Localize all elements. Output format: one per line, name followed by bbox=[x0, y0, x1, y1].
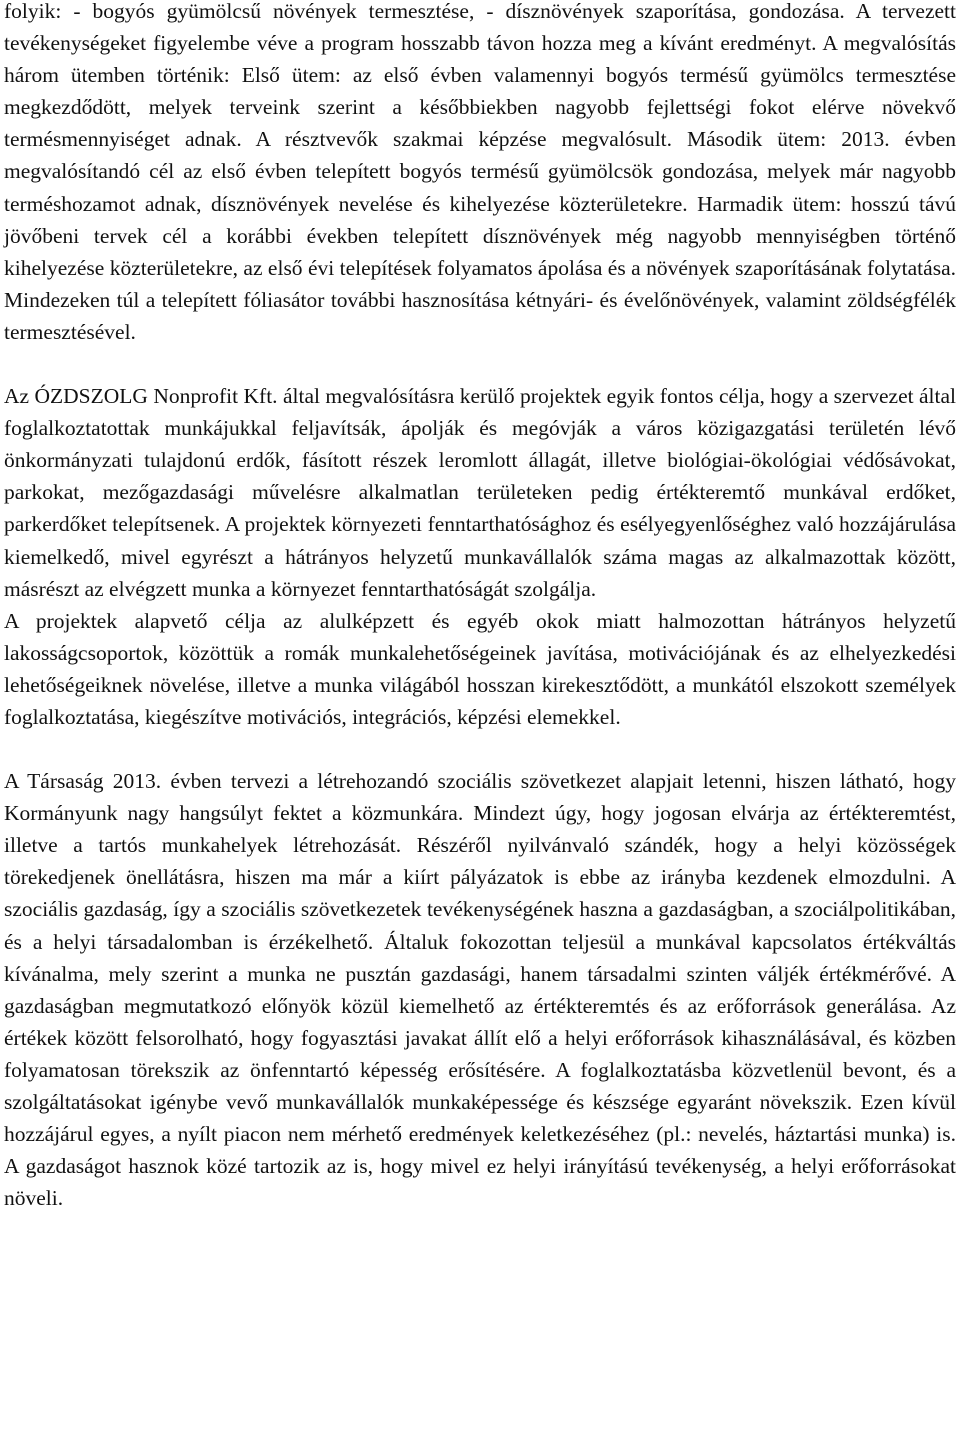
paragraph-program-phases: folyik: - bogyós gyümölcsű növények termesztése, - dísznövények szaporítása, gondozása. A tervezett tevékenységeket figyelembe véve a program hosszabb távon hozza meg a kívánt eredményt. A megvalósítás három ütemben történik: Első ütem: az első évben valamennyi bogyós termésű gyümölcs termesztése megkezdődött, melyek terveink szerint a későbbiekben nagyobb fejlettségi fokot elérve növekvő termésmennyiséget adnak. A résztvevők szakmai képzése megvalósult. Második ütem: 2013. évben megvalósítandó cél az első évben telepített bogyós termésű gyümölcsök gondozása, melyek már nagyobb terméshozamot adnak, dísznövények nevelése és kihelyezése közterületekre. Harmadik ütem: hosszú távú jövőbeni tervek cél a korábbi években telepített dísznövények még nagyobb mennyiségben történő kihelyezése közterületekre, az első évi telepítések folyamatos ápolása és a növények szaporításának folytatása. Mindezeken túl a telepített fóliasátor további hasznosítása kétnyári- és évelőnövények, valamint zöldségfélék termesztésével. bbox=[4, 0, 956, 344]
paragraph-ozdszolg-projects: Az ÓZDSZOLG Nonprofit Kft. által megvalósításra kerülő projektek egyik fontos célja, hogy a szervezet által foglalkoztatottak munkájukkal feljavítsák, ápolják és megóvják a város közigazgatási területén lévő önkormányzati tulajdonú erdők, fásított részek leromlott állagát, illetve biológiai-ökológiai védősávokat, parkokat, mezőgazdasági művelésre alkalmatlan területeken pedig értékteremtő munkával erdőket, parkerdőket telepítsenek. A projektek környezeti fenntarthatósághoz és esélyegyenlőséghez való hozzájárulása kiemelkedő, mivel egyrészt a hátrányos helyzetű munkavállalók száma magas az alkalmazottak között, másrészt az elvégzett munka a környezet fenntarthatóságát szolgálja. bbox=[4, 384, 956, 601]
paragraph-social-cooperative: A Társaság 2013. évben tervezi a létrehozandó szociális szövetkezet alapjait letenni, hiszen látható, hogy Kormányunk nagy hangsúlyt fektet a közmunkára. Mindezt úgy, hogy jogosan elvárja az értékteremtést, illetve a tartós munkahelyek létrehozását. Részéről nyilvánvaló szándék, hogy a helyi közösségek törekedjenek önellátásra, hiszen ma már a kiírt pályázatok is ebbe az irányba kezdenek elmozdulni. A szociális gazdaság, így a szociális szövetkezetek tevékenységének haszna a gazdaságban, a szociálpolitikában, és a helyi társadalomban is érzékelhető. Általuk fokozottan teljesül a munkával kapcsolatos értékváltás kívánalma, mely szerint a munka ne pusztán gazdasági, hanem társadalmi szinten váljék értékmérővé. A gazdaságban megmutatkozó előnyök közül kiemelhető az értékteremtés és az erőforrások generálása. Az értékek között felsorolható, hogy fogyasztási javakat állít elő a helyi erőforrások kihasználásával, és közben folyamatosan törekszik az önfenntartó képesség erősítésére. A foglalkoztatásba közvetlenül bevont, és a szolgáltatásokat igénybe vevő munkavállalók munkaképessége és készsége egyaránt növekszik. Ezen kívül hozzájárul egyes, a nyílt piacon nem mérhető eredmények keletkezéséhez (pl.: nevelés, háztartási munka) is. A gazdaságot hasznok közé tartozik az is, hogy mivel ez helyi irányítású tevékenység, a helyi erőforrásokat növeli. bbox=[4, 769, 956, 1211]
paragraph-spacer bbox=[4, 348, 956, 380]
paragraph-spacer bbox=[4, 733, 956, 765]
paragraph-project-goals: A projektek alapvető célja az alulképzett és egyéb okok miatt halmozottan hátrányos helyzetű lakosságcsoportok, közöttük a romák munkalehetőségeinek javítása, motivációjának és az elhelyezkedési lehetőségeiknek növelése, illetve a munka világából hosszan kirekesztődött, a munkától elszokott személyek foglalkoztatása, kiegészítve motivációs, integrációs, képzési elemekkel. bbox=[4, 608, 956, 729]
